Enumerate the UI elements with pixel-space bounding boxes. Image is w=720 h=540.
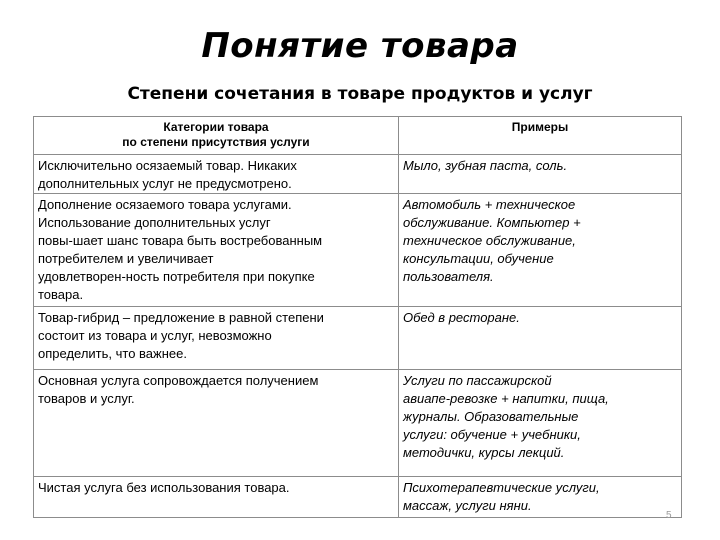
goods-services-table: [33, 116, 682, 518]
category-cell: Исключительно осязаемый товар. Никаких дополнительных услуг не предусмотрено.: [34, 155, 399, 194]
category-cell: Основная услуга сопровождается получением товаров и услуг.: [34, 370, 399, 477]
table-row: [34, 307, 682, 370]
page-number: 5: [666, 510, 672, 521]
category-cell: Дополнение осязаемого товара услугами. Использование дополнительных услуг повы-шает шанс товара быть востребованным потребителем и увеличивает удовлетворен-ность потребителя при покупке товара.: [34, 194, 399, 307]
header-category: Категории товара по степени присутствия услуги: [34, 117, 399, 155]
table-row: [34, 370, 682, 477]
category-cell: Товар-гибрид – предложение в равной степени состоит из товара и услуг, невозможно определить, что важнее.: [34, 307, 399, 370]
examples-cell: Услуги по пассажирской авиапе-ревозке + напитки, пища, журналы. Образовательные услуги: обучение + учебники, методички, курсы лекций.: [399, 370, 682, 477]
examples-cell: Психотерапевтические услуги, массаж, услуги няни.: [399, 477, 682, 518]
table-header-row: [34, 117, 682, 155]
header-examples: Примеры: [399, 117, 682, 155]
table-row: [34, 477, 682, 518]
examples-cell: Автомобиль + техническое обслуживание. Компьютер + техническое обслуживание, консультации, обучение пользователя.: [399, 194, 682, 307]
examples-cell: Мыло, зубная паста, соль.: [399, 155, 682, 194]
slide-title: Понятие товара: [201, 26, 519, 66]
category-cell: Чистая услуга без использования товара.: [34, 477, 399, 518]
table-row: [34, 155, 682, 194]
examples-cell: Обед в ресторане.: [399, 307, 682, 370]
slide-subtitle: Степени сочетания в товаре продуктов и услуг: [127, 84, 593, 104]
table-row: [34, 194, 682, 307]
